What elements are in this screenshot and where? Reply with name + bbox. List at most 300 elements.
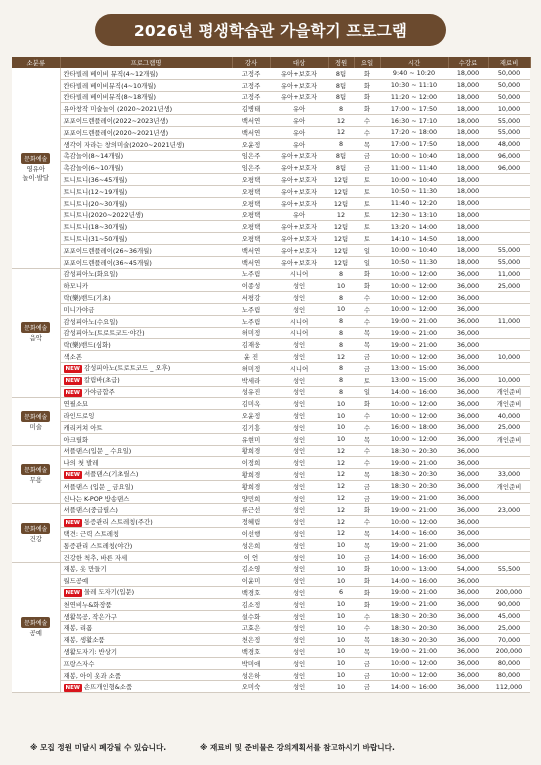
material-cell: 25,000: [488, 622, 530, 634]
program-name: 칸타빌레 베이비 뮤직(4~12개월): [63, 69, 159, 78]
time-cell: 10:00 ~ 10:40: [380, 174, 448, 186]
subcategory-label: 공예: [29, 629, 42, 638]
fee-cell: 36,000: [448, 457, 488, 469]
target-cell: 성인: [270, 457, 328, 469]
footer-note-left: ※ 모집 정원 미달시 폐강될 수 있습니다.: [30, 743, 167, 752]
material-cell: 55,000: [488, 244, 530, 256]
material-cell: [488, 551, 530, 563]
target-cell: 시니어: [270, 362, 328, 374]
fee-cell: 36,000: [448, 362, 488, 374]
fee-cell: 54,000: [448, 563, 488, 575]
program-name-cell: [60, 197, 232, 209]
category-cell: [12, 398, 60, 445]
table-row: [12, 292, 530, 304]
target-cell: 성인: [270, 634, 328, 646]
capacity-cell: 12팀: [328, 174, 354, 186]
time-cell: 19:00 ~ 21:00: [380, 587, 448, 599]
program-name: 트니트니(2020~2022년생): [63, 211, 144, 220]
table-row: [12, 516, 530, 528]
time-cell: 10:00 ~ 12:00: [380, 516, 448, 528]
time-cell: 14:00 ~ 16:00: [380, 681, 448, 693]
table-row: [12, 79, 530, 91]
program-name-cell: [60, 657, 232, 669]
program-name: 감성피아노(트로트코드 _ 오후): [83, 364, 171, 373]
material-cell: [488, 339, 530, 351]
capacity-cell: 12: [328, 445, 354, 457]
teacher-cell: 임은주: [232, 162, 270, 174]
table-row: [12, 421, 530, 433]
program-name: 포포이드렌플레이(36~45개월): [63, 258, 152, 267]
capacity-cell: 8: [328, 339, 354, 351]
program-name: 셔플댄스(중급릴스): [63, 506, 118, 515]
time-cell: 19:00 ~ 21:00: [380, 646, 448, 658]
day-cell: 수: [354, 303, 380, 315]
fee-cell: 36,000: [448, 469, 488, 481]
day-cell: 목: [354, 646, 380, 658]
capacity-cell: 12: [328, 351, 354, 363]
program-name-cell: [60, 221, 232, 233]
footer-note-right: ※ 재료비 및 준비물은 강의계획서를 참고하시기 바랍니다.: [200, 743, 395, 752]
table-row: [12, 610, 530, 622]
capacity-cell: 10: [328, 669, 354, 681]
time-cell: 18:30 ~ 20:30: [380, 445, 448, 457]
time-cell: 17:20 ~ 18:00: [380, 126, 448, 138]
material-cell: 96,000: [488, 150, 530, 162]
time-cell: 19:00 ~ 21:00: [380, 504, 448, 516]
time-cell: 13:00 ~ 15:00: [380, 374, 448, 386]
table-row: [12, 91, 530, 103]
time-cell: 14:00 ~ 16:00: [380, 528, 448, 540]
fee-cell: 36,000: [448, 315, 488, 327]
table-row: [12, 303, 530, 315]
program-name: 트니트니(18~30개월): [63, 223, 128, 232]
material-cell: 11,000: [488, 268, 530, 280]
program-name: 감성피아노(트로트코드·야간): [63, 329, 145, 338]
material-cell: [488, 327, 530, 339]
fee-cell: 18,000: [448, 115, 488, 127]
teacher-cell: 성은하: [232, 669, 270, 681]
time-cell: 10:00 ~ 12:00: [380, 398, 448, 410]
fee-cell: 36,000: [448, 410, 488, 422]
program-name: 포포이드렌플레이(2022~2023년생): [63, 117, 169, 126]
time-cell: 14:00 ~ 16:00: [380, 386, 448, 398]
table-row: [12, 174, 530, 186]
fee-cell: 36,000: [448, 646, 488, 658]
header-time: 시간: [380, 57, 448, 68]
category-cell: [12, 504, 60, 563]
material-cell: [488, 174, 530, 186]
day-cell: 수: [354, 610, 380, 622]
fee-cell: 36,000: [448, 622, 488, 634]
material-cell: 70,000: [488, 634, 530, 646]
material-cell: [488, 292, 530, 304]
capacity-cell: 12: [328, 209, 354, 221]
teacher-cell: 백경호: [232, 587, 270, 599]
table-row: [12, 280, 530, 292]
table-row: [12, 386, 530, 398]
material-cell: 개인준비: [488, 398, 530, 410]
day-cell: 화: [354, 504, 380, 516]
fee-cell: 18,000: [448, 256, 488, 268]
capacity-cell: 12: [328, 457, 354, 469]
day-cell: 수: [354, 115, 380, 127]
teacher-cell: 고정주: [232, 91, 270, 103]
teacher-cell: 황희경: [232, 480, 270, 492]
program-name: 트니트니(20~30개월): [63, 199, 128, 208]
page-title: 2026년 평생학습관 가을학기 프로그램: [133, 22, 408, 40]
table-row: [12, 480, 530, 492]
program-name: 칼림바(초급): [83, 376, 120, 385]
program-name-cell: [60, 516, 232, 528]
capacity-cell: 12: [328, 469, 354, 481]
target-cell: 유아: [270, 209, 328, 221]
capacity-cell: 10: [328, 598, 354, 610]
capacity-cell: 12팀: [328, 221, 354, 233]
capacity-cell: 8: [328, 138, 354, 150]
table-row: [12, 445, 530, 457]
capacity-cell: 10: [328, 657, 354, 669]
header-day: 요일: [354, 57, 380, 68]
fee-cell: 36,000: [448, 386, 488, 398]
day-cell: 수: [354, 292, 380, 304]
program-name: 생활도자기: 반상기: [63, 647, 118, 656]
capacity-cell: 12팀: [328, 233, 354, 245]
target-cell: 성인: [270, 598, 328, 610]
table-row: [12, 115, 530, 127]
fee-cell: 18,000: [448, 209, 488, 221]
table-row: [12, 622, 530, 634]
teacher-cell: 고정주: [232, 68, 270, 79]
program-name-cell: [60, 115, 232, 127]
table-row: [12, 197, 530, 209]
table-row: [12, 587, 530, 599]
fee-cell: 36,000: [448, 634, 488, 646]
time-cell: 10:00 ~ 12:00: [380, 669, 448, 681]
teacher-cell: 윤 진: [232, 351, 270, 363]
target-cell: 유아+보호자: [270, 150, 328, 162]
fee-cell: 18,000: [448, 197, 488, 209]
category-tag: 문화예술: [21, 153, 50, 164]
material-cell: 200,000: [488, 587, 530, 599]
program-name: 건강한 척추, 바른 자세: [63, 553, 128, 562]
target-cell: 성인: [270, 516, 328, 528]
program-name-cell: [60, 398, 232, 410]
fee-cell: 36,000: [448, 374, 488, 386]
time-cell: 14:10 ~ 14:50: [380, 233, 448, 245]
table-row: [12, 126, 530, 138]
program-name: 하모니카: [63, 282, 89, 291]
program-name-cell: [60, 469, 232, 481]
capacity-cell: 12팀: [328, 256, 354, 268]
capacity-cell: 12: [328, 480, 354, 492]
target-cell: 성인: [270, 669, 328, 681]
day-cell: 목: [354, 138, 380, 150]
material-cell: [488, 539, 530, 551]
target-cell: 유아+보호자: [270, 221, 328, 233]
capacity-cell: 8팀: [328, 150, 354, 162]
program-name-cell: [60, 598, 232, 610]
material-cell: 55,500: [488, 563, 530, 575]
day-cell: 토: [354, 374, 380, 386]
table-row: [12, 138, 530, 150]
target-cell: 성인: [270, 374, 328, 386]
material-cell: 25,000: [488, 421, 530, 433]
teacher-cell: 김소영: [232, 563, 270, 575]
material-cell: [488, 303, 530, 315]
title-banner: [95, 14, 446, 46]
target-cell: 유아: [270, 138, 328, 150]
target-cell: 성인: [270, 469, 328, 481]
time-cell: 10:00 ~ 12:00: [380, 657, 448, 669]
capacity-cell: 8팀: [328, 91, 354, 103]
day-cell: 금: [354, 551, 380, 563]
program-name: 연필소묘: [63, 400, 89, 409]
program-name-cell: [60, 126, 232, 138]
day-cell: 토: [354, 185, 380, 197]
program-name: 재봉, 리폼: [63, 624, 93, 633]
target-cell: 성인: [270, 551, 328, 563]
time-cell: 10:00 ~ 12:00: [380, 433, 448, 445]
teacher-cell: 김소정: [232, 598, 270, 610]
target-cell: 유아+보호자: [270, 91, 328, 103]
table-row: [12, 669, 530, 681]
teacher-cell: 유현미: [232, 433, 270, 445]
teacher-cell: 백서연: [232, 256, 270, 268]
category-cell: [12, 268, 60, 398]
day-cell: 토: [354, 174, 380, 186]
time-cell: 10:50 ~ 11:30: [380, 256, 448, 268]
program-name-cell: [60, 162, 232, 174]
fee-cell: 36,000: [448, 327, 488, 339]
table-row: [12, 185, 530, 197]
table-row: [12, 657, 530, 669]
capacity-cell: 10: [328, 539, 354, 551]
table-row: [12, 398, 530, 410]
table-row: [12, 103, 530, 115]
program-name: 월드공예: [63, 577, 89, 586]
day-cell: 화: [354, 268, 380, 280]
program-name-cell: [60, 504, 232, 516]
time-cell: 10:00 ~ 10:40: [380, 150, 448, 162]
new-badge: NEW: [65, 366, 80, 373]
day-cell: 화: [354, 563, 380, 575]
table-row: [12, 681, 530, 693]
subcategory-label: 건강: [29, 534, 42, 543]
table-row: [12, 268, 530, 280]
table-row: [12, 351, 530, 363]
time-cell: 10:00 ~ 12:00: [380, 280, 448, 292]
teacher-cell: 백경호: [232, 646, 270, 658]
target-cell: 성인: [270, 280, 328, 292]
material-cell: 80,000: [488, 657, 530, 669]
teacher-cell: 이 언: [232, 551, 270, 563]
time-cell: 17:00 ~ 17:50: [380, 103, 448, 115]
fee-cell: 18,000: [448, 91, 488, 103]
capacity-cell: 12: [328, 528, 354, 540]
teacher-cell: 노주림: [232, 315, 270, 327]
teacher-cell: 백서연: [232, 115, 270, 127]
target-cell: 성인: [270, 445, 328, 457]
material-cell: [488, 209, 530, 221]
program-name: 가야금합주: [83, 387, 115, 396]
program-name-cell: [60, 209, 232, 221]
table-row: [12, 150, 530, 162]
material-cell: [488, 457, 530, 469]
program-name: 물레 도자기(입문): [83, 588, 135, 597]
target-cell: 성인: [270, 433, 328, 445]
program-name-cell: [60, 79, 232, 91]
time-cell: 11:40 ~ 12:20: [380, 197, 448, 209]
program-name-cell: [60, 421, 232, 433]
fee-cell: 36,000: [448, 303, 488, 315]
table-row: [12, 410, 530, 422]
teacher-cell: 허미정: [232, 327, 270, 339]
program-name-cell: [60, 480, 232, 492]
program-name: 천연비누&화장품: [63, 600, 112, 609]
program-name: 트니트니(31~50개월): [63, 235, 128, 244]
program-name: 통증관리 스트레칭(주간): [83, 517, 153, 526]
program-name: 재봉, 생활소품: [63, 636, 105, 645]
capacity-cell: 10: [328, 551, 354, 563]
time-cell: 11:20 ~ 12:00: [380, 91, 448, 103]
program-name-cell: [60, 138, 232, 150]
fee-cell: 36,000: [448, 280, 488, 292]
fee-cell: 36,000: [448, 421, 488, 433]
table-row: [12, 492, 530, 504]
table-row: [12, 433, 530, 445]
capacity-cell: 12: [328, 126, 354, 138]
material-cell: 90,000: [488, 598, 530, 610]
time-cell: 10:00 ~ 12:00: [380, 351, 448, 363]
time-cell: 14:00 ~ 16:00: [380, 575, 448, 587]
fee-cell: 36,000: [448, 587, 488, 599]
material-cell: 55,000: [488, 115, 530, 127]
time-cell: 19:00 ~ 21:00: [380, 315, 448, 327]
target-cell: 성인: [270, 351, 328, 363]
material-cell: 45,000: [488, 610, 530, 622]
program-name-cell: [60, 563, 232, 575]
day-cell: 수: [354, 410, 380, 422]
day-cell: 수: [354, 457, 380, 469]
table-header-row: [12, 57, 530, 68]
program-name: 생각이 자라는 창의미술(2020~2021년생): [63, 140, 185, 149]
target-cell: 성인: [270, 421, 328, 433]
category-tag: 문화예술: [21, 617, 50, 628]
day-cell: 토: [354, 209, 380, 221]
table-row: [12, 504, 530, 516]
table-row: [12, 374, 530, 386]
day-cell: 금: [354, 669, 380, 681]
capacity-cell: 8: [328, 292, 354, 304]
program-name-cell: [60, 575, 232, 587]
table-row: [12, 327, 530, 339]
table-row: [12, 646, 530, 658]
day-cell: 금: [354, 351, 380, 363]
day-cell: 화: [354, 103, 380, 115]
new-badge: NEW: [65, 378, 80, 385]
program-name: 락(樂)밴드(기초): [63, 294, 111, 303]
capacity-cell: 12: [328, 504, 354, 516]
target-cell: 유아+보호자: [270, 256, 328, 268]
teacher-cell: 오윤정: [232, 410, 270, 422]
material-cell: 55,000: [488, 256, 530, 268]
header-category: 소분류: [12, 57, 60, 68]
teacher-cell: 오평택: [232, 221, 270, 233]
program-name-cell: [60, 315, 232, 327]
program-name-cell: [60, 292, 232, 304]
capacity-cell: 10: [328, 575, 354, 587]
fee-cell: 36,000: [448, 351, 488, 363]
teacher-cell: 양민희: [232, 492, 270, 504]
day-cell: 금: [354, 362, 380, 374]
fee-cell: 36,000: [448, 398, 488, 410]
material-cell: [488, 185, 530, 197]
program-name-cell: [60, 386, 232, 398]
category-tag: 문화예술: [21, 411, 50, 422]
table-row: [12, 362, 530, 374]
time-cell: 19:00 ~ 21:00: [380, 492, 448, 504]
table-row: [12, 528, 530, 540]
program-name-cell: [60, 185, 232, 197]
target-cell: 성인: [270, 681, 328, 693]
new-badge: NEW: [65, 389, 80, 396]
program-name-cell: [60, 351, 232, 363]
program-name: 셔플댄스(기초릴스): [83, 470, 139, 479]
table-row: [12, 563, 530, 575]
time-cell: 18:30 ~ 20:30: [380, 610, 448, 622]
material-cell: 96,000: [488, 162, 530, 174]
program-name: 촉감놀이(6~10개월): [63, 164, 124, 173]
capacity-cell: 6: [328, 587, 354, 599]
teacher-cell: 오미숙: [232, 681, 270, 693]
material-cell: 25,000: [488, 280, 530, 292]
program-name-cell: [60, 339, 232, 351]
target-cell: 성인: [270, 504, 328, 516]
time-cell: 10:00 ~ 13:00: [380, 563, 448, 575]
header-capacity: 정원: [328, 57, 354, 68]
day-cell: 수: [354, 315, 380, 327]
day-cell: 목: [354, 433, 380, 445]
fee-cell: 18,000: [448, 233, 488, 245]
teacher-cell: 류근선: [232, 504, 270, 516]
fee-cell: 18,000: [448, 221, 488, 233]
program-name-cell: [60, 256, 232, 268]
material-cell: 개인준비: [488, 480, 530, 492]
fee-cell: 36,000: [448, 268, 488, 280]
teacher-cell: 오평택: [232, 197, 270, 209]
program-name: 재봉, 아이 옷과 소품: [63, 671, 122, 680]
fee-cell: 18,000: [448, 126, 488, 138]
program-name-cell: [60, 327, 232, 339]
day-cell: 화: [354, 587, 380, 599]
teacher-cell: 오평택: [232, 185, 270, 197]
program-name-cell: [60, 445, 232, 457]
fee-cell: 36,000: [448, 681, 488, 693]
subcategory-label: 미술: [29, 422, 42, 431]
target-cell: 성인: [270, 587, 328, 599]
program-name: 프랑스자수: [63, 659, 95, 668]
table-row: [12, 598, 530, 610]
table-row: [12, 209, 530, 221]
teacher-cell: 고정주: [232, 79, 270, 91]
program-name-cell: [60, 492, 232, 504]
target-cell: 성인: [270, 398, 328, 410]
day-cell: 화: [354, 79, 380, 91]
program-name-cell: [60, 68, 232, 79]
table-row: [12, 634, 530, 646]
table-row: [12, 469, 530, 481]
category-cell: [12, 445, 60, 504]
